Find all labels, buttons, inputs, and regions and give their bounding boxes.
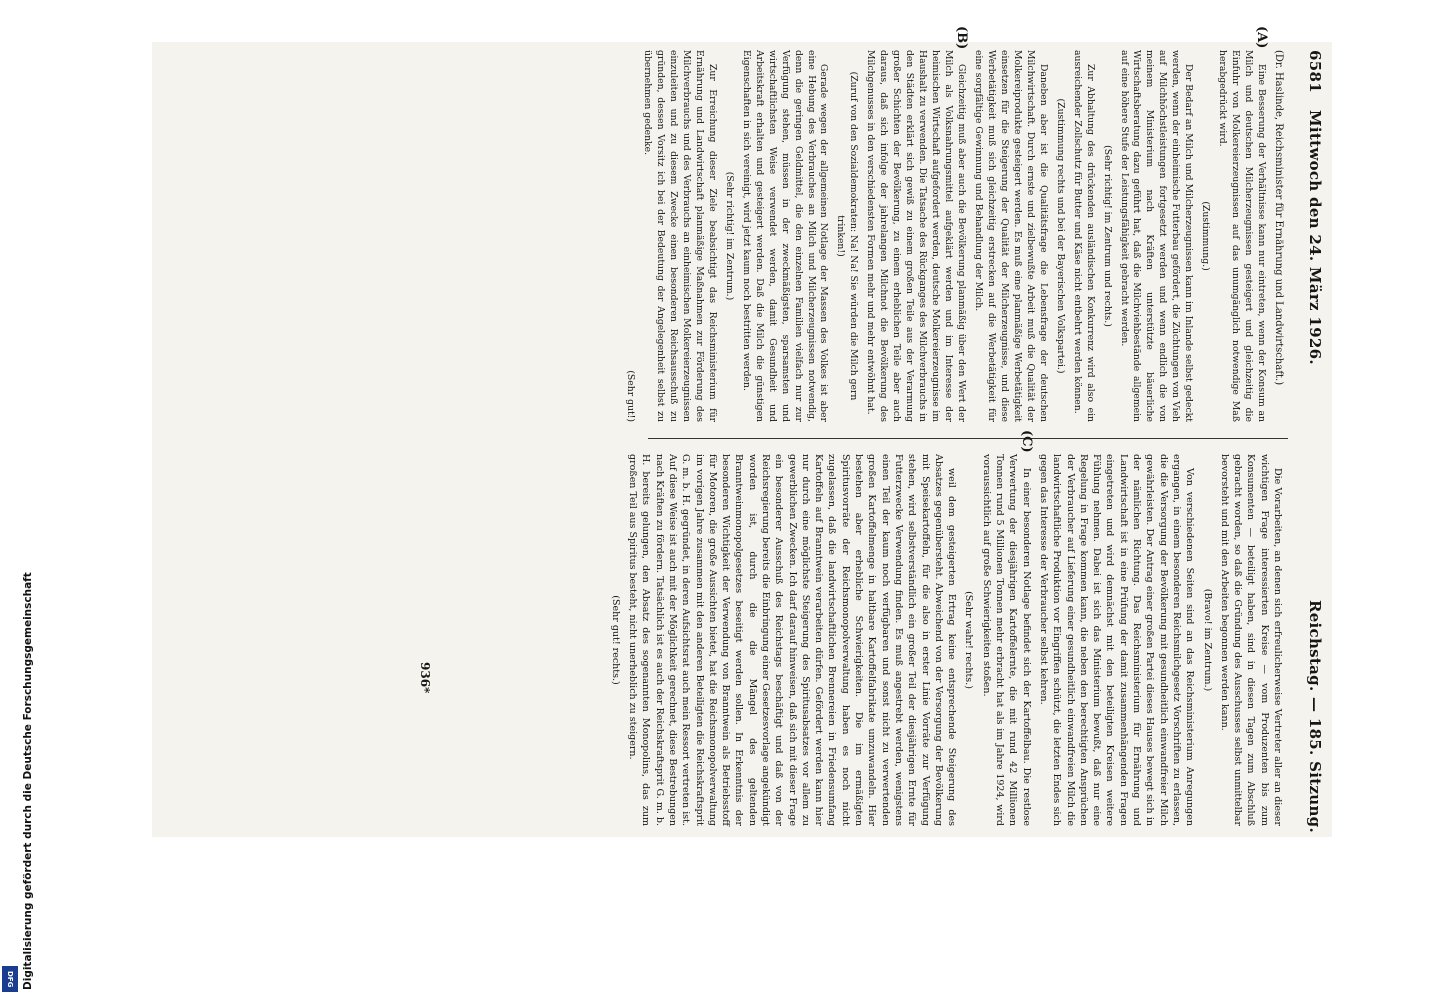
dfg-logo-icon: DFG xyxy=(2,966,18,992)
interjection: (Sehr gut! rechts.) xyxy=(609,595,621,685)
margin-marker: (B) xyxy=(954,26,970,50)
paragraph: Zur Erreichung dieser Ziele beabsichtigt das Reichsministerium für Ernährung und Landwirtschaft planmäßige Maßnahmen zur Förderung des Milchverbrauchs und des Verbrauchs an einheimischen Molkereierzeugnissen einzuleiten und zu diesem Zwecke einen besonderen Reichsausschuß zu gründen, dessen Vorsitz ich bei der Bedeutung der Angelegenheit selbst zu übernehmen gedenke. xyxy=(642,50,718,422)
left-column xyxy=(619,26,1284,422)
interjection: (Sehr wahr! rechts.) xyxy=(963,591,975,689)
margin-marker: (C) xyxy=(1018,430,1034,453)
paragraph: Zur Abhaltung des drückenden ausländischen Konkurrenz wird also ein ausreichender Zollschutz für Butter und Käse nicht entbehrt werden können. xyxy=(1071,50,1096,422)
interjection: (Zustimmung.) xyxy=(1200,201,1212,271)
page-header xyxy=(1298,42,1332,837)
paragraph: Von verschiedenen Seiten sind an das Reichsministerium Anregungen ergangen, in einem besonderen Reichsmilchgesetz Vorschriften zu erlassen, die die Versorgung der Bevölkerung mit gesundheitlich einwandfreier Milch gewährleisten. Der Antrag einer großen Partei dieses Hauses bewegt sich in der nämlichen Richtung. Das Reichsministerium für Ernährung und Landwirtschaft ist in eine Prüfung der damit zusammenhängenden Fragen eingetreten und wird demnächst mit den beteiligten Kreisen weitere Fühlung nehmen. Dabei ist sich das Ministerium bewußt, daß nur eine Regelung in Frage kommen kann, die neben den berechtigten Ansprüchen der Verbraucher auf Lieferung einer gesundheitlich einwandfreien Milch die landwirtschaftliche Produktion vor Eingriffen schützt, die letzten Endes sich gegen das Interesse der Verbraucher selbst kehren. xyxy=(1037,454,1196,826)
paragraph: Der Bedarf an Milch und Milcherzeugnissen kann im Inlande selbst gedeckt werden, wenn der einheimische Futterbau gefördert, die Züchtungen von Vieh auf Milchhöchstleistungen fortgesetzt werden und wenn endlich die von meinem Ministerium nach Kräften unterstützte bäuerliche Wirtschaftsberatung dazu geführt hat, daß die Milchviehbestände allgemein auf eine höhere Stufe der Leistungsfähigkeit gebracht werden. xyxy=(1118,50,1195,422)
digitization-credit: Digitalisierung gefördert durch die Deutsche Forschungsgemeinschaft xyxy=(22,572,34,990)
paragraph: Eine Besserung der Verhältnisse kann nur eintreten, wenn der Konsum an Milch und deutschen Milcherzeugnissen gesteigert und gleichzeitig die Einfuhr von Molkereierzeugnissen auf das unumgänglich notwendige Maß herabgedrückt wird. xyxy=(1217,50,1268,422)
interjection: (Zuruf von den Sozialdemokraten: Na! Na! Sie würden die Milch gern trinken!) xyxy=(835,71,860,401)
interjection: (Sehr richtig! im Zentrum und rechts.) xyxy=(1101,145,1113,327)
page-number: 6581 xyxy=(1306,50,1324,93)
interjection: (Bravo! im Zentrum.) xyxy=(1201,588,1213,692)
paragraph: Gerade wegen der allgemeinen Notlage der Massen des Volkes ist aber eine Hebung des Verbrauches an Milch und Milcherzeugnissen notwendig, denn die geringen Geldmittel, die den einzelnen Familien vielfach nur zur Verfügung stehen, müssen in der zweckmäßigsten, sparsamsten und wirtschaftlichsten Weise verwendet werden, damit Gesundheit und Arbeitskraft erhalten und gesteigert werden. Daß die Milch die günstigen Eigenschaften in sich vereinigt, wird jetzt kaum noch bestritten werden. xyxy=(740,50,830,422)
interjection: (Sehr gut!) xyxy=(625,370,637,422)
paragraph: Die Vorarbeiten, an denen sich erfreulicherweise Vertreter aller an dieser wichtigen Frage interessierten Kreise — vom Produzenten bis zum Konsumenten — beteiligt haben, sind in diesen Tagen zum Abschluß gebracht worden, so daß die Gründung des Ausschusses selbst unmittelbar bevorsteht und mit den Arbeiten begonnen werden kann. xyxy=(1218,454,1283,826)
paragraph: In einer besonderen Notlage befindet sich der Kartoffelbau. Die restlose Verwertung der diesjährigen Kartoffelernte, die mit rund 42 Millionen Tonnen rund 5 Millionen Tonnen mehr erbracht hat als im Jahre 1924, wird voraussichtlich auf große Schwierigkeiten stoßen. xyxy=(980,454,1032,826)
session-title: Reichstag. — 185. Sitzung. xyxy=(1306,599,1324,833)
right-column xyxy=(604,430,1284,826)
interjection: (Sehr richtig! im Zentrum.) xyxy=(723,171,735,301)
margin-marker: (A) xyxy=(1254,26,1270,49)
column-divider xyxy=(648,438,1288,439)
paragraph: weil dem gesteigerten Ertrag keine entsprechende Steigerung des Absatzes gegenübersteht. Abweichend von der Versorgung der Bevölkerung mit Speisekartoffeln, für die also in erster Linie Vorräte zur Verfügung stehen, wird selbstverständlich ein großer Teil der diesjährigen Ernte für Futterzwecke Verwendung finden. Es muß angestrebt werden, wenigstens einen Teil der kaum noch verfügbaren und sonst nicht zu verwertenden großen Kartoffelmenge in haltbare Kartoffelfabrikate umzuwandeln. Hier bestehen aber erhebliche Schwierigkeiten. Die im ermäßigten Spiritusvorräte der Reichsmonopolverwaltung haben es noch nicht zugelassen, daß die landwirtschaftlichen Brennereien in Friedensumfang Kartoffeln auf Branntwein verarbeiten dürfen. Gefördert werden kann hier nur durch eine möglichste Steigerung des Spiritusabsatzes vor allem zu gewerblichen Zwecken. Ich darf darauf hinweisen, daß sich mit dieser Frage ein besonderer Ausschuß des Reichstags beschäftigt und daß von der Reichsregierung bereits die Einbringung einer Gesetzesvorlage angekündigt worden ist, durch die die Mängel des geltenden Branntweinmonopolgesetzes beseitigt werden sollen. In Erkenntnis der besonderen Wichtigkeit der Verwendung von Branntwein als Betriebsstoff für Motoren, die große Aussichten bietet, hat die Reichsmonopolverwaltung im vorigen Jahre zusammen mit den anderen Beteiligten die Reichskraftsprit G. m. b. H. gegründet, in deren Aufsichtsrat auch mein Ressort vertreten ist. Auf diese Weise ist auch mit der Möglichkeit gerechnet, diese Bestrebungen nach Kräften zu fördern. Tatsächlich ist es auch der Reichskraftsprit G. m. b. H. bereits gelungen, den Absatz des sogenannten Monopolins, das zum großen Teil aus Spiritus besteht, nicht unerheblich zu steigern. xyxy=(627,454,958,826)
rotated-page-content xyxy=(152,26,1332,837)
interjection: (Zustimmung rechts und bei der Bayerischen Volkspartei.) xyxy=(1054,98,1066,374)
speaker-line: (Dr. Haslinde, Reichsminister für Ernährung und Landwirtschaft.) xyxy=(1273,50,1284,386)
paragraph: Daneben aber ist die Qualitätsfrage die Lebensfrage der deutschen Milchwirtschaft. Durch ernste und zielbewußte Arbeit muß die Qualität der Molkereiprodukte gesteigert werden. Es muß eine planmäßige Werbetätigkeit einsetzen für die Steigerung der Qualität der Milcherzeugnisse, und diese Werbetätigkeit muß sich gleichzeitig erstrecken auf die Werbetätigkeit für eine sorgfältige Gewinnung und Behandlung der Milch. xyxy=(972,50,1049,422)
sheet-signature: 936* xyxy=(418,662,432,694)
paragraph: Gleichzeitig muß aber auch die Bevölkerung planmäßig über den Wert der Milch als Volksnahrungsmittel aufgeklärt werden und im Interesse der heimischen Wirtschaft aufgefordert werden, deutsche Molkereierzeugnisse im Haushalt zu verwenden. Die Tatsache des Rückganges des Milchverbrauchs in den Städten erklärt sich gewiß zu einem großen Teile aus der Verarmung großer Schichten der Bevölkerung, zu einem erheblichen Teile aber auch daraus, daß sich infolge der jahrelangen Milchnot die Bevölkerung des Milchgenusses in den verschiedensten Formen mehr und mehr entwöhnt hat. xyxy=(865,50,968,422)
sitting-date: Mittwoch den 24. März 1926. xyxy=(1306,110,1324,365)
